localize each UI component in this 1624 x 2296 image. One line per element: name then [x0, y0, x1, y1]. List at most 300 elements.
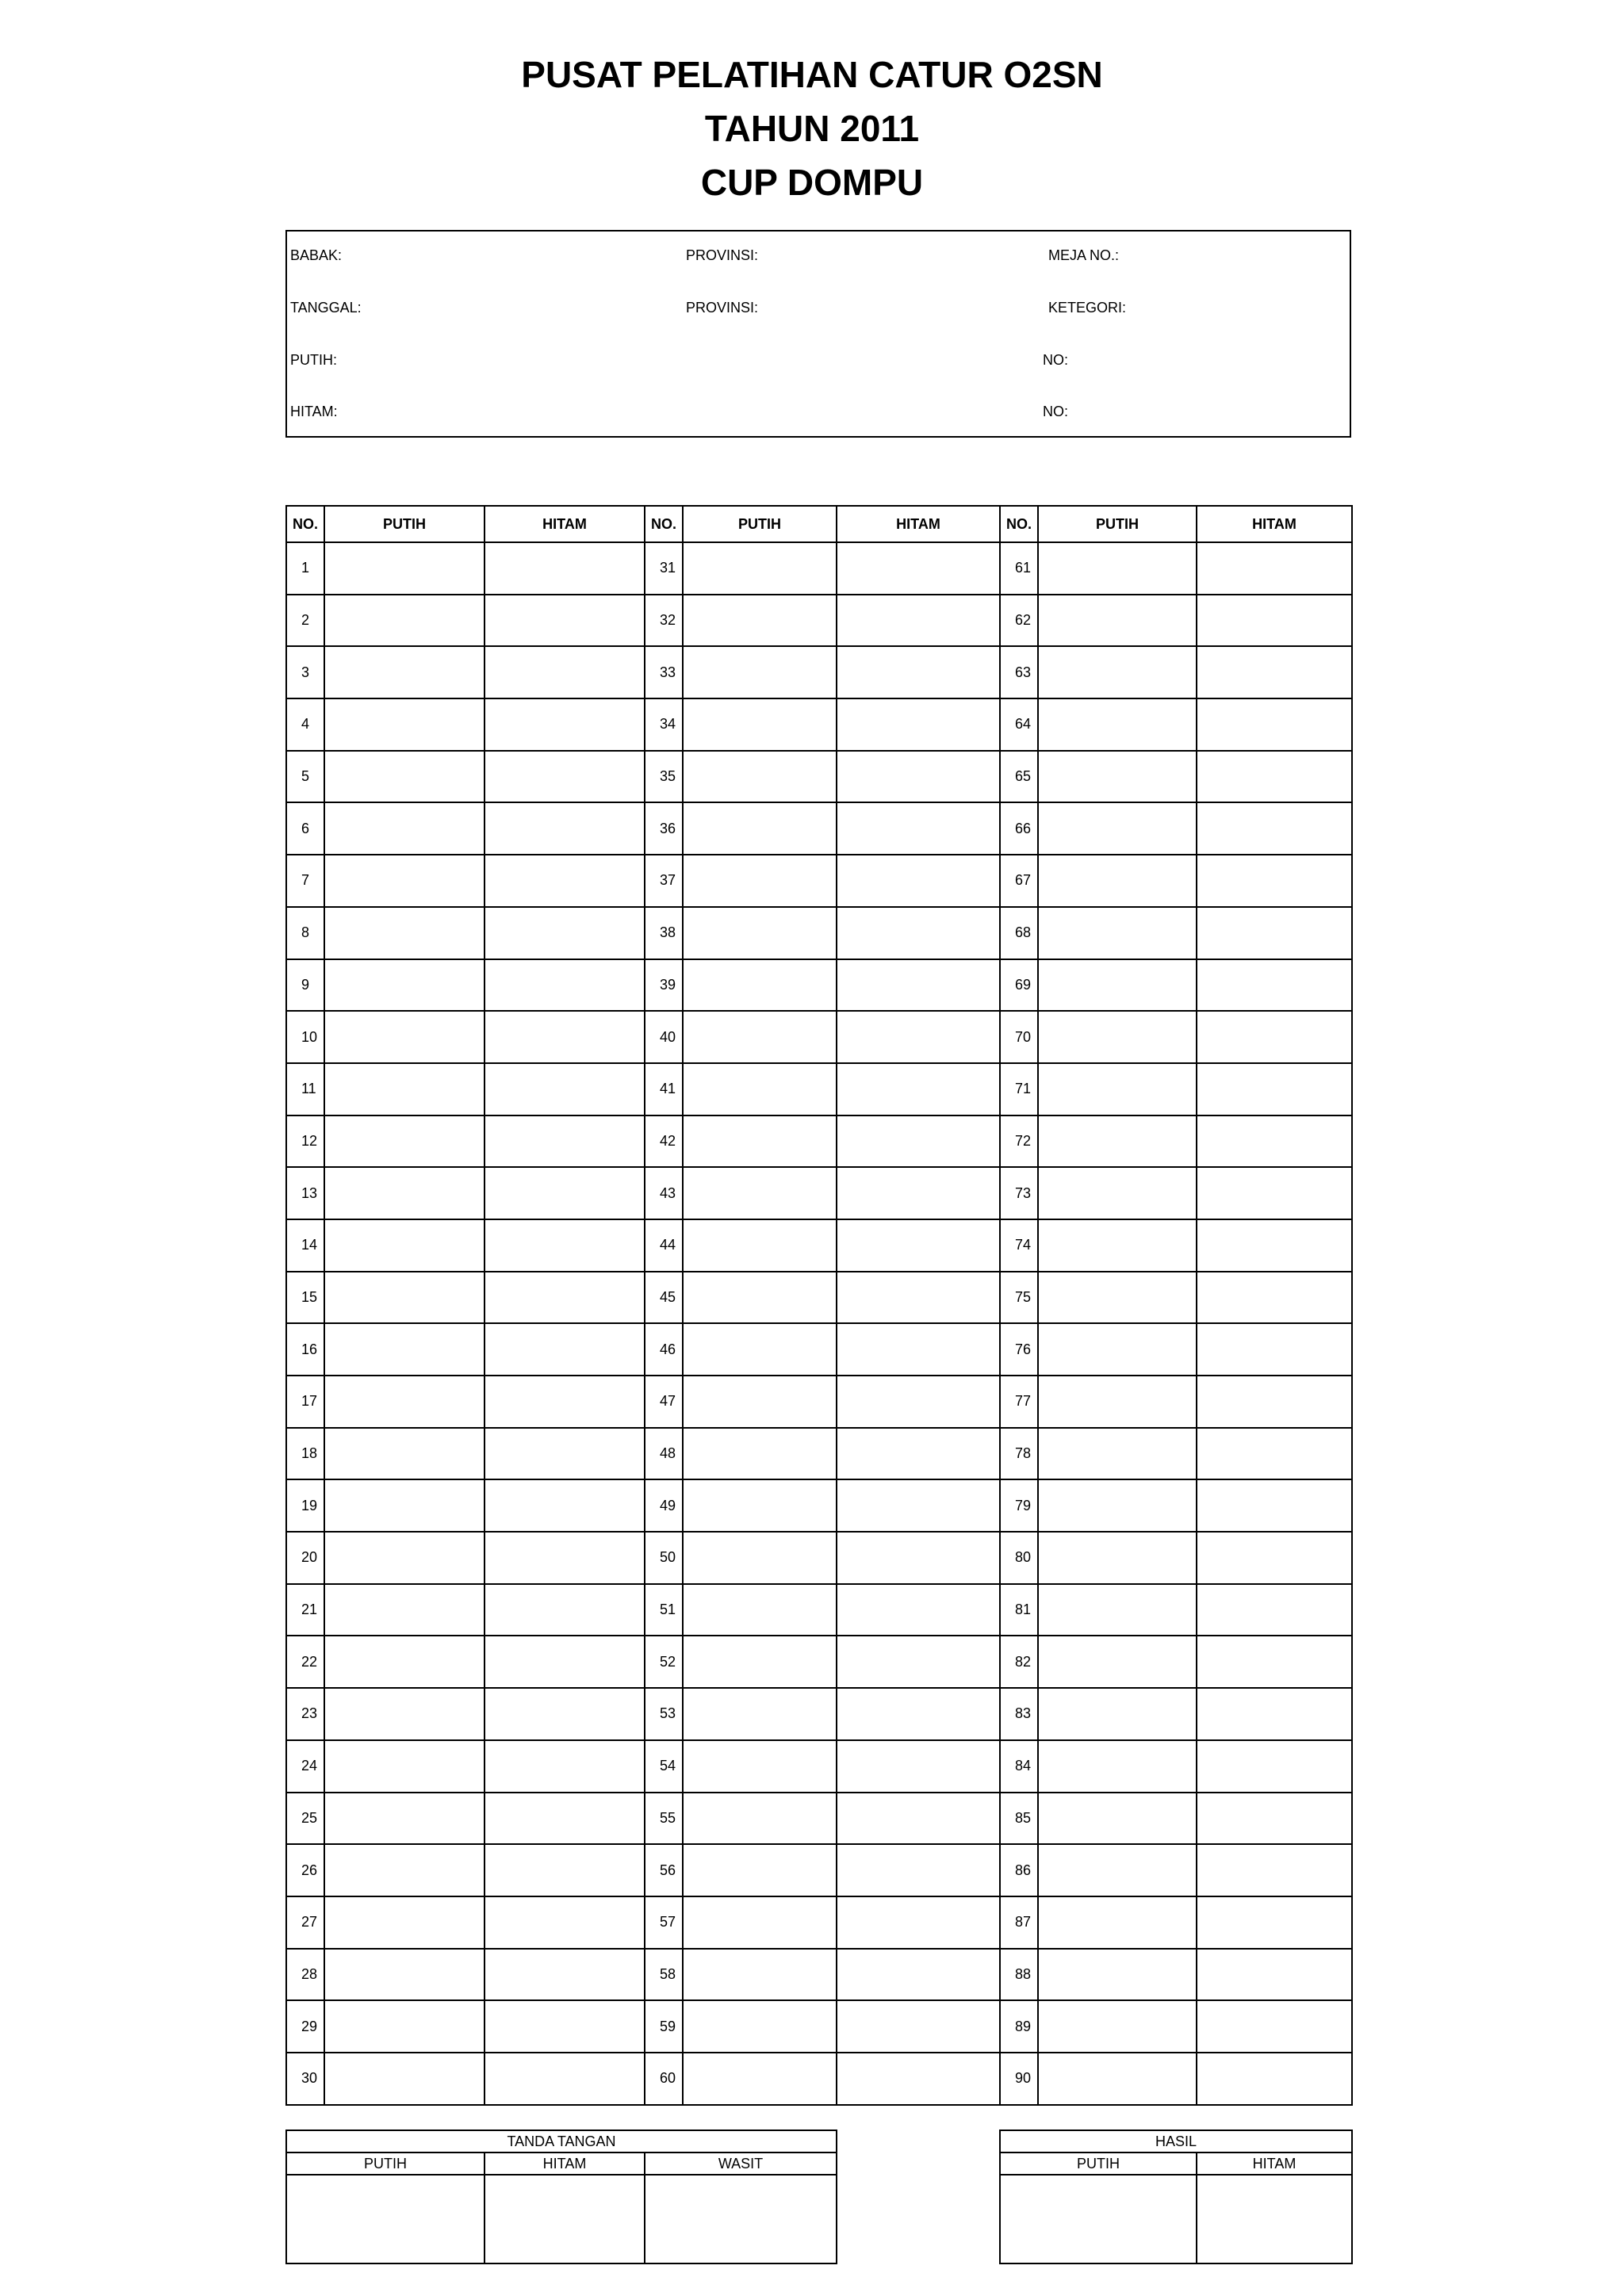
move-cell-hitam[interactable] [837, 1272, 1000, 1324]
table-row [286, 1896, 1352, 1949]
move-cell-putih[interactable] [1038, 1063, 1197, 1115]
hitam-no-label: NO: [1043, 404, 1069, 419]
move-cell-putih[interactable] [683, 1479, 837, 1532]
move-cell-putih[interactable] [1038, 1167, 1197, 1219]
moves-header-row [286, 506, 1352, 542]
move-cell-putih[interactable] [683, 907, 837, 959]
move-cell-hitam[interactable] [1197, 542, 1352, 595]
move-number: 23 [286, 1688, 324, 1740]
move-cell-putih[interactable] [324, 1896, 485, 1949]
move-cell-putih[interactable] [1038, 1949, 1197, 2001]
move-number: 64 [1000, 698, 1038, 751]
move-cell-hitam[interactable] [485, 1844, 645, 1896]
move-cell-putih[interactable] [324, 1167, 485, 1219]
move-cell-putih[interactable] [324, 698, 485, 751]
move-cell-hitam[interactable] [1197, 1479, 1352, 1532]
move-cell-hitam[interactable] [485, 542, 645, 595]
move-cell-putih[interactable] [683, 1896, 837, 1949]
move-cell-hitam[interactable] [485, 2053, 645, 2105]
move-cell-putih[interactable] [324, 1949, 485, 2001]
move-cell-putih[interactable] [683, 698, 837, 751]
move-cell-putih[interactable] [324, 751, 485, 803]
move-number: 33 [645, 646, 683, 698]
move-number: 1 [286, 542, 324, 595]
move-number: 3 [286, 646, 324, 698]
move-cell-putih[interactable] [1038, 959, 1197, 1012]
move-cell-putih[interactable] [1038, 1428, 1197, 1480]
move-cell-putih[interactable] [324, 1376, 485, 1428]
move-cell-putih[interactable] [683, 2053, 837, 2105]
move-number: 86 [1000, 1844, 1038, 1896]
move-cell-putih[interactable] [683, 751, 837, 803]
move-cell-putih[interactable] [683, 1532, 837, 1584]
move-cell-putih[interactable] [1038, 1376, 1197, 1428]
move-cell-putih[interactable] [1038, 698, 1197, 751]
move-cell-putih[interactable] [1038, 751, 1197, 803]
move-cell-hitam[interactable] [837, 595, 1000, 647]
table-row [286, 751, 1352, 803]
move-cell-putih[interactable] [324, 1636, 485, 1688]
move-number: 6 [286, 802, 324, 855]
title-line-3: CUP DOMPU [700, 162, 924, 203]
move-cell-putih[interactable] [324, 1219, 485, 1272]
move-number: 2 [286, 595, 324, 647]
move-cell-putih[interactable] [324, 542, 485, 595]
header-no: NO. [645, 506, 683, 542]
move-cell-hitam[interactable] [1197, 1376, 1352, 1428]
title-line-1: PUSAT PELATIHAN CATUR O2SN [521, 54, 1103, 95]
header-no: NO. [1000, 506, 1038, 542]
move-cell-putih[interactable] [683, 1636, 837, 1688]
move-number: 42 [645, 1115, 683, 1168]
move-cell-putih[interactable] [324, 1688, 485, 1740]
move-cell-hitam[interactable] [837, 2000, 1000, 2053]
move-cell-hitam[interactable] [485, 907, 645, 959]
move-cell-hitam[interactable] [1197, 907, 1352, 959]
move-number: 39 [645, 959, 683, 1012]
move-cell-hitam[interactable] [837, 1949, 1000, 2001]
table-row [286, 1167, 1352, 1219]
move-cell-hitam[interactable] [1197, 1532, 1352, 1584]
move-number: 40 [645, 1011, 683, 1063]
move-cell-putih[interactable] [683, 1063, 837, 1115]
move-cell-putih[interactable] [324, 2000, 485, 2053]
move-number: 5 [286, 751, 324, 803]
move-cell-putih[interactable] [1038, 2000, 1197, 2053]
move-cell-hitam[interactable] [1197, 646, 1352, 698]
move-number: 29 [286, 2000, 324, 2053]
move-cell-putih[interactable] [324, 1272, 485, 1324]
move-cell-hitam[interactable] [1197, 1740, 1352, 1793]
move-cell-hitam[interactable] [485, 1323, 645, 1376]
signature-table [285, 2130, 837, 2264]
move-cell-putih[interactable] [1038, 1272, 1197, 1324]
move-cell-hitam[interactable] [1197, 1688, 1352, 1740]
move-cell-hitam[interactable] [485, 1376, 645, 1428]
move-cell-hitam[interactable] [1197, 1272, 1352, 1324]
move-cell-putih[interactable] [1038, 1115, 1197, 1168]
move-cell-hitam[interactable] [485, 1740, 645, 1793]
move-cell-putih[interactable] [1038, 1688, 1197, 1740]
table-row [286, 959, 1352, 1012]
move-cell-putih[interactable] [1038, 1844, 1197, 1896]
move-cell-hitam[interactable] [485, 698, 645, 751]
move-number: 88 [1000, 1949, 1038, 2001]
move-cell-hitam[interactable] [837, 802, 1000, 855]
move-cell-hitam[interactable] [1197, 2000, 1352, 2053]
move-cell-hitam[interactable] [485, 751, 645, 803]
move-number: 63 [1000, 646, 1038, 698]
move-cell-hitam[interactable] [485, 1688, 645, 1740]
move-cell-putih[interactable] [683, 1115, 837, 1168]
table-row [286, 646, 1352, 698]
move-cell-putih[interactable] [1038, 1532, 1197, 1584]
header-hitam: HITAM [837, 506, 1000, 542]
move-cell-putih[interactable] [1038, 802, 1197, 855]
move-cell-putih[interactable] [683, 802, 837, 855]
move-cell-putih[interactable] [683, 1219, 837, 1272]
move-cell-putih[interactable] [1038, 855, 1197, 907]
move-cell-hitam[interactable] [1197, 751, 1352, 803]
move-cell-hitam[interactable] [485, 1011, 645, 1063]
move-number: 4 [286, 698, 324, 751]
move-cell-putih[interactable] [324, 1793, 485, 1845]
move-cell-hitam[interactable] [837, 1115, 1000, 1168]
move-cell-putih[interactable] [683, 959, 837, 1012]
move-cell-hitam[interactable] [485, 595, 645, 647]
header-putih: PUTIH [324, 506, 485, 542]
move-cell-putih[interactable] [1038, 1636, 1197, 1688]
move-cell-hitam[interactable] [485, 1793, 645, 1845]
move-number: 83 [1000, 1688, 1038, 1740]
table-row [286, 1793, 1352, 1845]
move-cell-putih[interactable] [1038, 1323, 1197, 1376]
move-number: 51 [645, 1584, 683, 1636]
table-row [286, 2000, 1352, 2053]
move-cell-putih[interactable] [1038, 542, 1197, 595]
table-row [286, 2053, 1352, 2105]
table-row [286, 1115, 1352, 1168]
move-cell-putih[interactable] [683, 1011, 837, 1063]
move-cell-putih[interactable] [683, 646, 837, 698]
moves-table [285, 505, 1353, 2106]
move-cell-hitam[interactable] [485, 959, 645, 1012]
move-cell-putih[interactable] [1038, 1479, 1197, 1532]
move-number: 26 [286, 1844, 324, 1896]
move-number: 21 [286, 1584, 324, 1636]
move-number: 16 [286, 1323, 324, 1376]
table-row [286, 1063, 1352, 1115]
move-cell-putih[interactable] [683, 2000, 837, 2053]
move-number: 54 [645, 1740, 683, 1793]
move-cell-hitam[interactable] [837, 855, 1000, 907]
table-row [286, 1532, 1352, 1584]
move-cell-hitam[interactable] [837, 1636, 1000, 1688]
table-row [286, 1272, 1352, 1324]
move-cell-hitam[interactable] [837, 1219, 1000, 1272]
move-cell-putih[interactable] [324, 1844, 485, 1896]
table-row [286, 855, 1352, 907]
move-cell-hitam[interactable] [485, 1532, 645, 1584]
move-cell-hitam[interactable] [1197, 1949, 1352, 2001]
move-cell-putih[interactable] [324, 1532, 485, 1584]
move-cell-hitam[interactable] [1197, 1793, 1352, 1845]
move-cell-putih[interactable] [324, 2053, 485, 2105]
move-number: 49 [645, 1479, 683, 1532]
move-cell-hitam[interactable] [837, 1532, 1000, 1584]
move-cell-putih[interactable] [683, 1323, 837, 1376]
move-cell-putih[interactable] [683, 1376, 837, 1428]
move-number: 53 [645, 1688, 683, 1740]
move-cell-hitam[interactable] [1197, 959, 1352, 1012]
signature-col-hitam: HITAM [485, 2152, 645, 2175]
move-number: 55 [645, 1793, 683, 1845]
move-cell-hitam[interactable] [837, 646, 1000, 698]
move-cell-hitam[interactable] [485, 1428, 645, 1480]
header-putih: PUTIH [683, 506, 837, 542]
move-cell-hitam[interactable] [485, 1949, 645, 2001]
move-number: 44 [645, 1219, 683, 1272]
move-number: 18 [286, 1428, 324, 1480]
move-number: 8 [286, 907, 324, 959]
move-cell-hitam[interactable] [837, 1063, 1000, 1115]
move-cell-hitam[interactable] [837, 542, 1000, 595]
move-number: 47 [645, 1376, 683, 1428]
move-cell-hitam[interactable] [1197, 1896, 1352, 1949]
move-cell-hitam[interactable] [485, 1896, 645, 1949]
move-cell-hitam[interactable] [485, 1584, 645, 1636]
move-cell-hitam[interactable] [485, 1479, 645, 1532]
table-row [286, 1219, 1352, 1272]
move-cell-putih[interactable] [1038, 1219, 1197, 1272]
move-cell-hitam[interactable] [837, 1896, 1000, 1949]
move-number: 48 [645, 1428, 683, 1480]
move-cell-putih[interactable] [324, 1323, 485, 1376]
move-number: 82 [1000, 1636, 1038, 1688]
move-number: 58 [645, 1949, 683, 2001]
table-row [286, 542, 1352, 595]
move-cell-hitam[interactable] [485, 1219, 645, 1272]
move-cell-putih[interactable] [683, 542, 837, 595]
move-cell-putih[interactable] [683, 1167, 837, 1219]
move-number: 32 [645, 595, 683, 647]
move-cell-putih[interactable] [324, 1479, 485, 1532]
move-cell-putih[interactable] [683, 1584, 837, 1636]
move-cell-hitam[interactable] [1197, 1844, 1352, 1896]
table-row [286, 1636, 1352, 1688]
move-cell-putih[interactable] [683, 1740, 837, 1793]
move-cell-putih[interactable] [324, 907, 485, 959]
move-cell-hitam[interactable] [1197, 1219, 1352, 1272]
move-cell-hitam[interactable] [837, 1428, 1000, 1480]
move-number: 17 [286, 1376, 324, 1428]
move-cell-putih[interactable] [324, 1428, 485, 1480]
signature-cell-putih[interactable] [286, 2175, 485, 2263]
move-number: 68 [1000, 907, 1038, 959]
move-cell-putih[interactable] [683, 1793, 837, 1845]
move-cell-hitam[interactable] [837, 751, 1000, 803]
table-row [286, 595, 1352, 647]
move-number: 19 [286, 1479, 324, 1532]
move-cell-putih[interactable] [1038, 646, 1197, 698]
move-number: 34 [645, 698, 683, 751]
move-cell-hitam[interactable] [485, 1167, 645, 1219]
kategori-label: KETEGORI: [1048, 300, 1127, 316]
move-cell-hitam[interactable] [837, 2053, 1000, 2105]
move-cell-hitam[interactable] [1197, 855, 1352, 907]
move-cell-hitam[interactable] [837, 1844, 1000, 1896]
move-cell-putih[interactable] [324, 1584, 485, 1636]
move-cell-hitam[interactable] [1197, 1584, 1352, 1636]
header-no: NO. [286, 506, 324, 542]
signature-title: TANDA TANGAN [286, 2130, 837, 2152]
move-cell-hitam[interactable] [837, 1479, 1000, 1532]
move-number: 36 [645, 802, 683, 855]
move-number: 84 [1000, 1740, 1038, 1793]
signature-cell-hitam[interactable] [485, 2175, 645, 2263]
move-cell-hitam[interactable] [1197, 1323, 1352, 1376]
move-number: 89 [1000, 2000, 1038, 2053]
move-number: 75 [1000, 1272, 1038, 1324]
move-cell-hitam[interactable] [837, 1793, 1000, 1845]
move-cell-putih[interactable] [324, 646, 485, 698]
move-cell-hitam[interactable] [1197, 595, 1352, 647]
move-cell-putih[interactable] [683, 1688, 837, 1740]
move-cell-hitam[interactable] [1197, 1115, 1352, 1168]
move-number: 46 [645, 1323, 683, 1376]
move-number: 13 [286, 1167, 324, 1219]
move-cell-hitam[interactable] [1197, 802, 1352, 855]
move-cell-hitam[interactable] [837, 1688, 1000, 1740]
table-row [286, 907, 1352, 959]
move-cell-putih[interactable] [324, 1011, 485, 1063]
move-cell-putih[interactable] [324, 959, 485, 1012]
move-cell-putih[interactable] [324, 1063, 485, 1115]
move-number: 31 [645, 542, 683, 595]
move-cell-hitam[interactable] [837, 1323, 1000, 1376]
move-cell-hitam[interactable] [485, 1115, 645, 1168]
move-cell-hitam[interactable] [485, 1063, 645, 1115]
move-cell-hitam[interactable] [485, 855, 645, 907]
move-number: 50 [645, 1532, 683, 1584]
move-number: 14 [286, 1219, 324, 1272]
move-number: 70 [1000, 1011, 1038, 1063]
result-col-putih: PUTIH [1000, 2152, 1197, 2175]
move-number: 52 [645, 1636, 683, 1688]
move-number: 22 [286, 1636, 324, 1688]
move-cell-hitam[interactable] [1197, 1011, 1352, 1063]
signature-cell-wasit[interactable] [645, 2175, 837, 2263]
move-number: 73 [1000, 1167, 1038, 1219]
move-cell-hitam[interactable] [837, 1376, 1000, 1428]
result-title: HASIL [1000, 2130, 1352, 2152]
move-cell-hitam[interactable] [1197, 1636, 1352, 1688]
move-number: 12 [286, 1115, 324, 1168]
move-number: 72 [1000, 1115, 1038, 1168]
move-number: 15 [286, 1272, 324, 1324]
move-cell-putih[interactable] [683, 1949, 837, 2001]
move-number: 24 [286, 1740, 324, 1793]
move-cell-hitam[interactable] [485, 646, 645, 698]
move-number: 76 [1000, 1323, 1038, 1376]
move-cell-hitam[interactable] [485, 1272, 645, 1324]
move-cell-putih[interactable] [1038, 1896, 1197, 1949]
move-cell-hitam[interactable] [485, 2000, 645, 2053]
move-cell-putih[interactable] [1038, 2053, 1197, 2105]
move-cell-hitam[interactable] [837, 907, 1000, 959]
move-cell-hitam[interactable] [837, 1011, 1000, 1063]
move-cell-hitam[interactable] [485, 802, 645, 855]
move-cell-hitam[interactable] [837, 1167, 1000, 1219]
move-cell-putih[interactable] [683, 855, 837, 907]
move-cell-putih[interactable] [1038, 1584, 1197, 1636]
move-cell-putih[interactable] [324, 1740, 485, 1793]
putih-no-label: NO: [1043, 352, 1069, 368]
move-number: 65 [1000, 751, 1038, 803]
move-cell-putih[interactable] [1038, 1740, 1197, 1793]
provinsi-label-1: PROVINSI: [686, 247, 759, 263]
move-number: 11 [286, 1063, 324, 1115]
move-number: 10 [286, 1011, 324, 1063]
title-line-2: TAHUN 2011 [704, 108, 920, 149]
table-row [286, 1479, 1352, 1532]
header-hitam: HITAM [485, 506, 645, 542]
putih-player-label: PUTIH: [290, 352, 338, 368]
result-table [999, 2130, 1353, 2264]
move-number: 78 [1000, 1428, 1038, 1480]
table-row [286, 1688, 1352, 1740]
move-number: 80 [1000, 1532, 1038, 1584]
move-number: 85 [1000, 1793, 1038, 1845]
move-cell-putih[interactable] [324, 595, 485, 647]
move-cell-hitam[interactable] [837, 1740, 1000, 1793]
move-number: 25 [286, 1793, 324, 1845]
move-cell-putih[interactable] [1038, 1011, 1197, 1063]
table-row [286, 1376, 1352, 1428]
header-hitam: HITAM [1197, 506, 1352, 542]
move-cell-hitam[interactable] [1197, 1167, 1352, 1219]
move-cell-hitam[interactable] [837, 698, 1000, 751]
move-cell-putih[interactable] [324, 1115, 485, 1168]
table-row [286, 1584, 1352, 1636]
move-number: 41 [645, 1063, 683, 1115]
move-cell-hitam[interactable] [1197, 698, 1352, 751]
move-cell-hitam[interactable] [837, 1584, 1000, 1636]
move-number: 62 [1000, 595, 1038, 647]
move-cell-hitam[interactable] [1197, 1063, 1352, 1115]
move-cell-hitam[interactable] [1197, 2053, 1352, 2105]
move-number: 74 [1000, 1219, 1038, 1272]
move-number: 28 [286, 1949, 324, 2001]
move-cell-putih[interactable] [683, 595, 837, 647]
move-cell-hitam[interactable] [1197, 1428, 1352, 1480]
move-number: 90 [1000, 2053, 1038, 2105]
move-cell-putih[interactable] [324, 855, 485, 907]
result-cell-hitam[interactable] [1197, 2175, 1352, 2263]
result-cell-putih[interactable] [1000, 2175, 1197, 2263]
move-cell-putih[interactable] [1038, 1793, 1197, 1845]
table-row [286, 698, 1352, 751]
move-cell-hitam[interactable] [485, 1636, 645, 1688]
move-cell-putih[interactable] [683, 1428, 837, 1480]
move-cell-putih[interactable] [683, 1844, 837, 1896]
match-info-box [285, 230, 1351, 438]
move-cell-putih[interactable] [683, 1272, 837, 1324]
move-cell-hitam[interactable] [837, 959, 1000, 1012]
move-cell-putih[interactable] [1038, 907, 1197, 959]
move-cell-putih[interactable] [1038, 595, 1197, 647]
move-cell-putih[interactable] [324, 802, 485, 855]
